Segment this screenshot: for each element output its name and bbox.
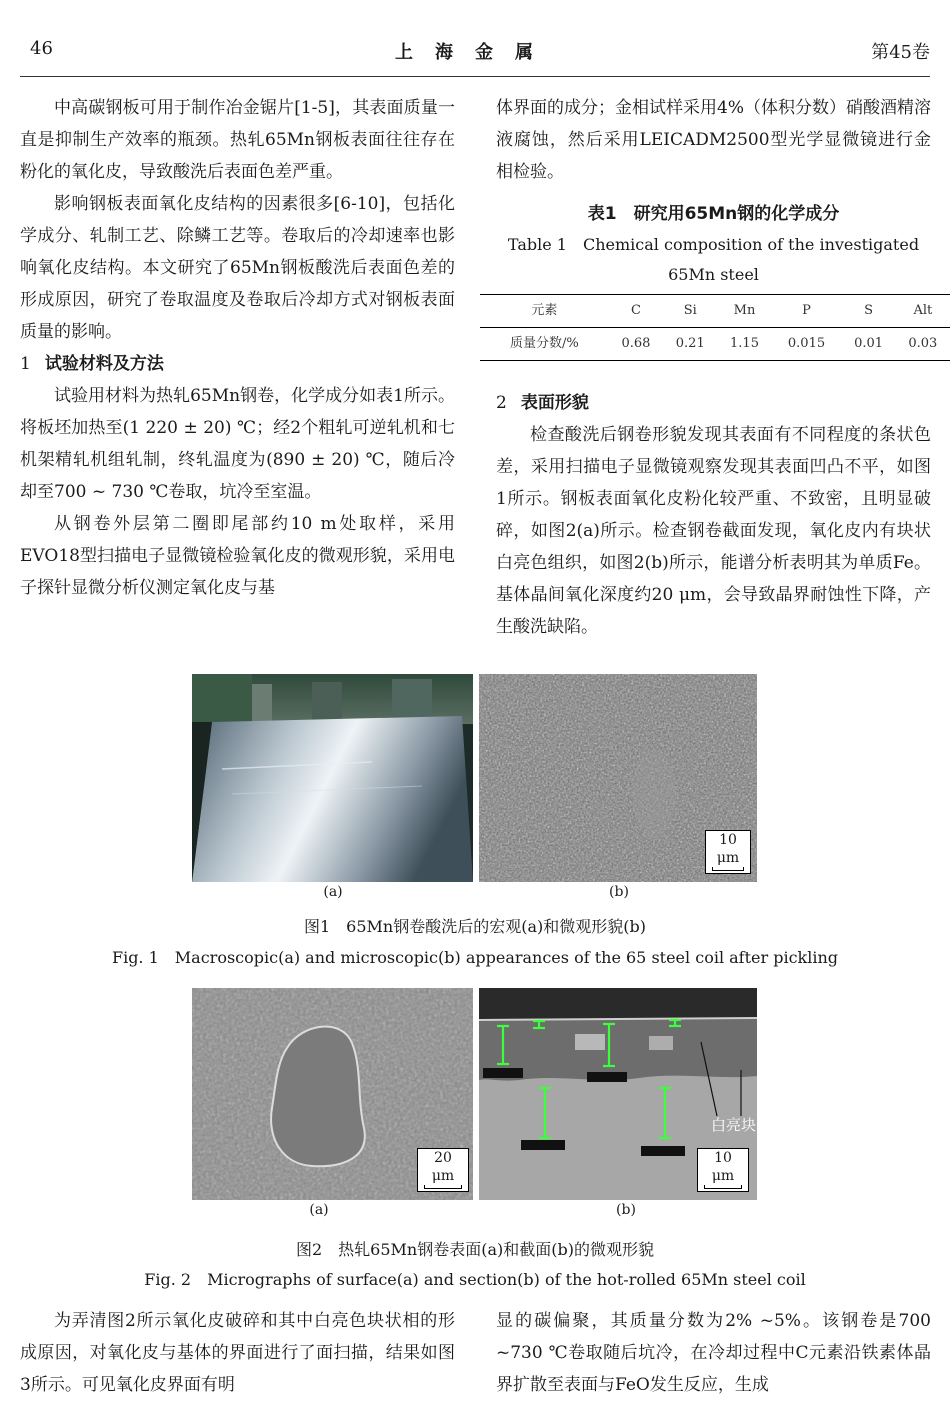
figure-2b-sem-section xyxy=(479,988,757,1200)
paragraph-intro-1: 中高碳钢板可用于制作冶金锯片[1-5]，其表面质量一直是抑制生产效率的瓶颈。热轧65Mn钢板表面往往存在粉化的氧化皮，导致酸洗后表面色差严重。 xyxy=(20,98,455,182)
paragraph-surface: 检查酸洗后钢卷形貌发现其表面有不同程度的条状色差，采用扫描电子显微镜观察发现其表面凹凸不平，如图1所示。钢板表面氧化皮粉化较严重、不致密，且明显破碎，如图2(a)所示。检查钢卷截面发现，氧化皮内有块状白亮色组织，如图2(b)所示，能谱分析表明其为单质Fe。基体晶间氧化深度约20 μm，会导致晶界耐蚀性下降，产生酸洗缺陷。 xyxy=(496,425,931,637)
left-column xyxy=(20,92,455,604)
bottom-left-column xyxy=(20,1305,455,1401)
table-header-cell: C xyxy=(609,295,663,328)
figure-2a-label: (a) xyxy=(309,1202,329,1218)
table-header-cell: Si xyxy=(663,295,717,328)
table-cell: 0.21 xyxy=(663,328,717,361)
figure-1a-macro-photo xyxy=(192,674,473,882)
journal-name: 上海金属 xyxy=(395,42,555,63)
figure-2-caption-cn: 图2 热轧65Mn钢卷表面(a)和截面(b)的微观形貌 xyxy=(296,1240,654,1259)
table-cell: 0.01 xyxy=(841,328,895,361)
figure-2b-label: (b) xyxy=(616,1202,636,1218)
paragraph-sampling: 从钢卷外层第二圈即尾部约10 m处取样，采用EVO18型扫描电子显微镜检验氧化皮的微观形貌，采用电子探针显微分析仪测定氧化皮与基 xyxy=(20,514,455,598)
table-title-en: Table 1 Chemical composition of the investigated 65Mn steel xyxy=(507,235,920,284)
white-block-annotation: 白亮块 xyxy=(711,1116,757,1134)
figure-2-caption-en: Fig. 2 Micrographs of surface(a) and section(b) of the hot-rolled 65Mn steel coil xyxy=(144,1270,806,1289)
figure-1 xyxy=(192,674,757,906)
figure-2a-scale-bar: 20 μm xyxy=(417,1148,469,1192)
section-heading-1: 1 试验材料及方法 xyxy=(20,354,164,374)
table-cell: 1.15 xyxy=(717,328,771,361)
figure-1b-sem-image xyxy=(479,674,757,882)
table-header-row xyxy=(480,295,950,328)
figure-1-caption-cn: 图1 65Mn钢卷酸洗后的宏观(a)和微观形貌(b) xyxy=(304,917,646,936)
page-number: 46 xyxy=(30,38,53,59)
right-column xyxy=(496,92,938,643)
table-header-cell: S xyxy=(841,295,895,328)
figure-1-caption-en: Fig. 1 Macroscopic(a) and microscopic(b) appearances of the 65 steel coil after pickling xyxy=(111,948,839,967)
table-cell: 0.03 xyxy=(896,328,950,361)
composition-table xyxy=(480,294,950,361)
table-cell: 质量分数/% xyxy=(480,328,609,361)
table-header-cell: Alt xyxy=(896,295,950,328)
figure-1b-scale-bar: 10 μm xyxy=(705,830,751,874)
figure-2a-sem-surface xyxy=(192,988,473,1200)
figure-2 xyxy=(192,988,757,1224)
running-header xyxy=(20,38,930,68)
table-cell: 0.68 xyxy=(609,328,663,361)
table-title-cn: 表1 研究用65Mn钢的化学成分 xyxy=(587,204,840,224)
table-row xyxy=(480,328,950,361)
paragraph-interface-scan: 为弄清图2所示氧化皮破碎和其中白亮色块状相的形成原因，对氧化皮与基体的界面进行了面扫描，结果如图3所示。可见氧化皮界面有明 xyxy=(20,1311,455,1395)
volume-label: 第45卷 xyxy=(871,42,930,63)
paragraph-intro-2: 影响钢板表面氧化皮结构的因素很多[6-10]，包括化学成分、轧制工艺、除鳞工艺等。卷取后的冷却速率也影响氧化皮结构。本文研究了65Mn钢板酸洗后表面色差的形成原因，研究了卷取温度及卷取后冷却方式对钢板表面质量的影响。 xyxy=(20,194,455,342)
table-header-cell: Mn xyxy=(717,295,771,328)
paragraph-materials: 试验用材料为热轧65Mn钢卷，化学成分如表1所示。将板坯加热至(1 220 ± 20) ℃；经2个粗轧可逆轧机和七机架精轧机组轧制，终轧温度为(890 ± 20) ℃，随后冷却至700 ~ 730 ℃卷取，坑冷至室温。 xyxy=(20,386,455,502)
paragraph-continued: 体界面的成分；金相试样采用4%（体积分数）硝酸酒精溶液腐蚀，然后采用LEICADM2500型光学显微镜进行金相检验。 xyxy=(496,98,931,182)
figure-2b-scale-bar: 10 μm xyxy=(697,1148,749,1192)
figure-1b-label: (b) xyxy=(609,884,629,900)
paragraph-carbon-segregation: 显的碳偏聚，其质量分数为2% ~5%。该钢卷是700 ~730 ℃卷取随后坑冷，在冷却过程中C元素沿铁素体晶界扩散至表面与FeO发生反应，生成 xyxy=(496,1311,931,1395)
table-cell: 0.015 xyxy=(772,328,842,361)
table-header-cell: 元素 xyxy=(480,295,609,328)
header-rule xyxy=(20,76,930,77)
table-header-cell: P xyxy=(772,295,842,328)
figure-1a-label: (a) xyxy=(323,884,343,900)
section-heading-2: 2 表面形貌 xyxy=(496,393,589,413)
bottom-right-column xyxy=(496,1305,931,1401)
